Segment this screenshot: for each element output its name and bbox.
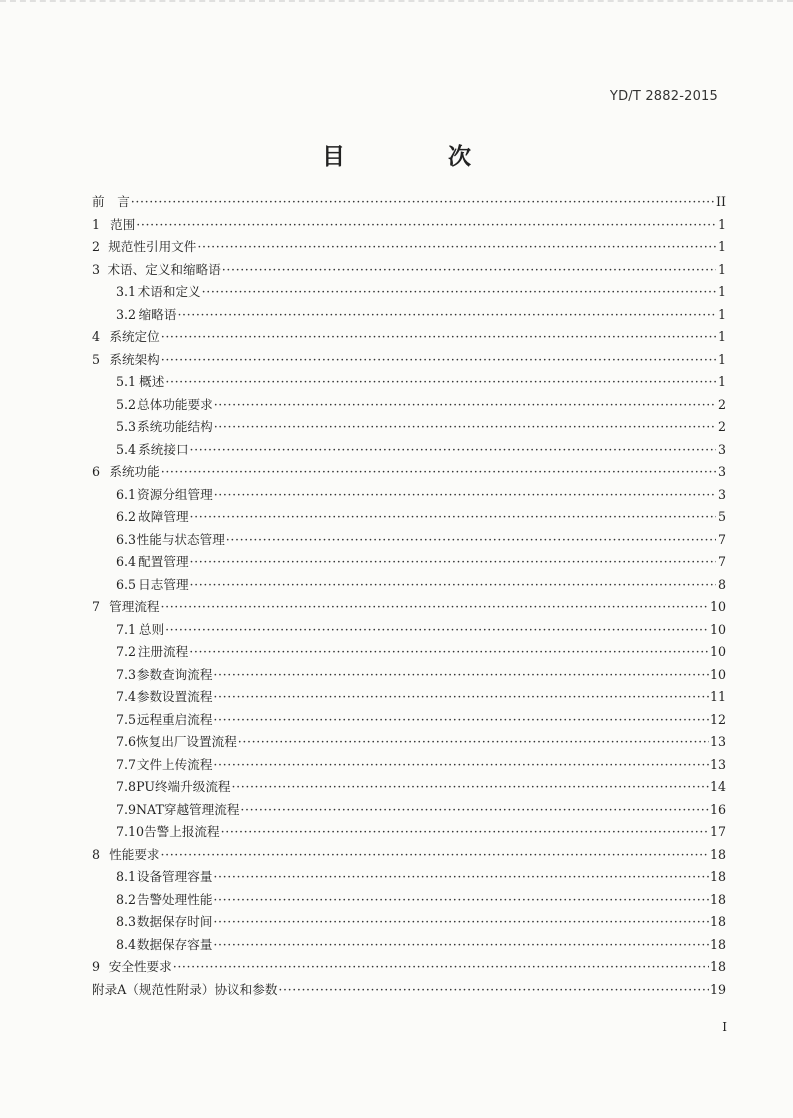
toc-entry-label: 系统定位	[109, 329, 160, 344]
toc-entry[interactable]	[92, 439, 726, 462]
toc-entry-page: 12	[709, 711, 726, 727]
toc-entry-number: 3	[92, 261, 101, 277]
dot-leader	[222, 259, 716, 282]
document-code: YD/T 2882-2015	[609, 89, 718, 104]
toc-entry-number: 5.3	[116, 419, 137, 434]
dot-leader	[161, 349, 716, 372]
toc-entry-number: 8.2	[116, 891, 137, 907]
toc-entry-label: 资源分组管理	[137, 486, 213, 502]
toc-entry-page: 18	[709, 959, 726, 974]
toc-entry-label: 范围	[110, 216, 136, 232]
dot-leader	[214, 394, 716, 417]
toc-entry[interactable]	[92, 844, 726, 867]
toc-entry[interactable]	[92, 326, 726, 349]
dot-leader	[190, 439, 716, 462]
toc-entry-number: 7.5	[116, 711, 137, 727]
toc-entry[interactable]	[92, 461, 726, 484]
toc-entry[interactable]	[92, 956, 726, 979]
toc-entry[interactable]	[92, 754, 726, 777]
toc-entry-page: 13	[709, 734, 726, 749]
toc-entry[interactable]	[92, 484, 726, 507]
toc-entry[interactable]	[92, 866, 726, 889]
toc-entry-page: 18	[709, 936, 726, 952]
toc-entry-number: 6.3	[116, 531, 137, 547]
toc-entry-label: 告警上报流程	[144, 824, 220, 839]
toc-entry-page: 1	[717, 351, 726, 367]
toc-entry[interactable]	[92, 596, 726, 619]
dot-leader	[161, 596, 709, 619]
toc-entry-label: 术语、定义和缩略语	[107, 261, 221, 277]
toc-entry-label: 总则	[138, 621, 165, 637]
toc-entry-number: 7.7	[116, 756, 137, 772]
toc-entry-page: 19	[709, 981, 726, 997]
toc-entry-number: 6	[92, 464, 101, 479]
toc-entry-label: 术语和定义	[137, 284, 201, 299]
toc-entry-page: 17	[709, 824, 726, 839]
toc-entry-label: 参数查询流程	[136, 666, 213, 682]
toc-entry-page: 3	[717, 486, 726, 502]
toc-entry-number: 7.6	[116, 734, 137, 749]
toc-entry[interactable]	[92, 911, 726, 934]
toc-entry-page: 7	[717, 554, 726, 569]
toc-entry-label: 故障管理	[138, 509, 189, 524]
dot-leader	[177, 304, 716, 327]
toc-entry-number: 6.1	[116, 486, 137, 502]
toc-entry-number: 5.1	[116, 374, 137, 389]
toc-entry[interactable]	[92, 709, 726, 732]
toc-entry[interactable]	[92, 799, 726, 822]
dot-leader	[213, 686, 709, 709]
toc-entry[interactable]	[92, 821, 726, 844]
toc-entry-page: 1	[717, 261, 726, 277]
dot-leader	[190, 551, 716, 574]
toc-entry-label: 附录A（规范性附录）协议和参数	[92, 981, 278, 997]
toc-entry-page: 2	[717, 419, 726, 434]
toc-entry-label: 系统接口	[138, 441, 189, 457]
dot-leader	[213, 911, 709, 934]
toc-entry-page: 2	[717, 396, 726, 412]
toc-entry-label: 规范性引用文件	[108, 239, 197, 254]
dot-leader	[197, 236, 716, 259]
toc-entry[interactable]	[92, 619, 726, 642]
toc-entry-page: 11	[709, 689, 726, 704]
toc-title: 目 次	[322, 143, 511, 170]
toc-entry-number: 7.9	[116, 801, 137, 817]
toc-entry-page: 10	[709, 599, 726, 614]
toc-entry-number: 9	[92, 959, 101, 974]
toc-entry-number: 3.2	[116, 306, 137, 322]
toc-entry-page: 16	[709, 801, 726, 817]
toc-entry-number: 5.4	[116, 441, 137, 457]
toc-entry-label: 注册流程	[137, 644, 189, 659]
toc-entry-page: 7	[717, 531, 726, 547]
toc-entry-number: 3.1	[116, 284, 137, 299]
toc-entry[interactable]	[92, 641, 726, 664]
toc-entry-label: 总体功能要求	[137, 396, 213, 412]
dot-leader	[278, 979, 709, 1002]
toc-entry[interactable]	[92, 371, 726, 394]
toc-entry-page: 1	[717, 284, 726, 299]
toc-entry-label: 管理流程	[109, 599, 160, 614]
toc-entry-number: 7.2	[116, 644, 137, 659]
toc-entry[interactable]	[92, 259, 726, 282]
toc-entry-number: 8	[92, 846, 101, 862]
toc-entry-page: 1	[717, 329, 726, 344]
toc-entry[interactable]	[92, 934, 726, 957]
toc-entry[interactable]	[92, 349, 726, 372]
toc-entry-label: 系统架构	[109, 351, 160, 367]
dot-leader	[240, 799, 709, 822]
toc-entry-page: 1	[717, 239, 726, 254]
toc-entry-page: 13	[709, 756, 726, 772]
toc-entry-page: 14	[709, 779, 726, 794]
toc-entry-label: 系统功能	[109, 464, 160, 479]
toc-entry[interactable]	[92, 551, 726, 574]
toc-entry-number: 8.4	[116, 936, 137, 952]
toc-entry-label: 数据保存容量	[136, 936, 213, 952]
toc-entry[interactable]	[92, 281, 726, 304]
page-number: I	[722, 1020, 727, 1034]
toc-entry-page: 3	[717, 464, 726, 479]
toc-entry[interactable]	[92, 529, 726, 552]
dot-leader	[161, 844, 709, 867]
toc-entry-page: II	[716, 194, 726, 209]
toc-entry-number: 8.3	[116, 914, 137, 929]
toc-entry-page: 3	[717, 441, 726, 457]
toc-entry-number: 6.2	[116, 509, 137, 524]
toc-entry-label: 安全性要求	[108, 959, 172, 974]
toc-entry[interactable]	[92, 394, 726, 417]
toc-entry-number: 5	[92, 351, 101, 367]
dot-leader	[165, 371, 716, 394]
toc-entry[interactable]	[92, 214, 726, 237]
toc-entry[interactable]	[92, 731, 726, 754]
toc-entry-number: 6.5	[116, 576, 137, 592]
toc-entry-label: 性能要求	[109, 846, 160, 862]
toc-entry-label: 文件上传流程	[136, 756, 213, 772]
dot-leader	[161, 326, 716, 349]
toc-entry[interactable]	[92, 686, 726, 709]
toc-entry[interactable]	[92, 664, 726, 687]
dot-leader	[213, 709, 709, 732]
toc-entry[interactable]	[92, 304, 726, 327]
dot-leader	[213, 889, 709, 912]
toc-entry-number: 6.4	[116, 554, 137, 569]
toc-entry-number: 7.4	[116, 689, 137, 704]
toc-entry-number: 7.1	[116, 621, 137, 637]
toc-entry[interactable]	[92, 574, 726, 597]
dot-leader	[213, 664, 709, 687]
toc-entry-label: NAT穿越管理流程	[136, 801, 240, 817]
dot-leader	[173, 956, 709, 979]
toc-entry-label: 前 言	[92, 194, 130, 209]
toc-entry-label: 数据保存时间	[136, 914, 213, 929]
toc-entry-page: 18	[709, 869, 726, 884]
toc-entry[interactable]	[92, 506, 726, 529]
dot-leader	[214, 416, 716, 439]
toc-entry-number: 7.10	[116, 824, 145, 839]
dot-leader	[213, 754, 709, 777]
toc-entry-page: 10	[709, 644, 726, 659]
dot-leader	[221, 821, 709, 844]
toc-entry-label: 恢复出厂设置流程	[136, 734, 237, 749]
toc-entry-label: 参数设置流程	[136, 689, 213, 704]
toc-entry[interactable]	[92, 236, 726, 259]
table-of-contents	[92, 191, 726, 1001]
toc-entry-number: 8.1	[116, 869, 137, 884]
dot-leader	[189, 641, 709, 664]
toc-entry-page: 18	[709, 891, 726, 907]
toc-entry-number: 2	[92, 239, 101, 254]
dot-leader	[213, 866, 709, 889]
toc-entry-page: 1	[717, 216, 726, 232]
toc-entry[interactable]	[92, 979, 726, 1002]
toc-entry-page: 5	[717, 509, 726, 524]
toc-entry-page: 18	[709, 846, 726, 862]
dot-leader	[232, 776, 709, 799]
toc-entry-label: 性能与状态管理	[136, 531, 225, 547]
toc-entry-number: 5.2	[116, 396, 137, 412]
dot-leader	[213, 934, 709, 957]
toc-entry-label: 缩略语	[138, 306, 177, 322]
dot-leader	[226, 529, 716, 552]
toc-entry-label: PU终端升级流程	[136, 779, 231, 794]
toc-entry[interactable]	[92, 191, 726, 214]
toc-entry-label: 配置管理	[138, 554, 189, 569]
dot-leader	[190, 506, 716, 529]
scan-edge	[0, 0, 793, 14]
dot-leader	[161, 461, 716, 484]
dot-leader	[131, 191, 715, 214]
toc-entry-number: 7.8	[116, 779, 137, 794]
toc-entry-label: 告警处理性能	[136, 891, 213, 907]
dot-leader	[202, 281, 716, 304]
toc-entry-page: 1	[717, 306, 726, 322]
toc-entry-label: 日志管理	[138, 576, 189, 592]
toc-entry-page: 8	[717, 576, 726, 592]
toc-entry-label: 系统功能结构	[137, 419, 213, 434]
dot-leader	[238, 731, 709, 754]
toc-entry-number: 7	[92, 599, 101, 614]
toc-entry-label: 概述	[139, 374, 165, 389]
toc-entry-page: 18	[709, 914, 726, 929]
toc-entry[interactable]	[92, 776, 726, 799]
toc-entry[interactable]	[92, 889, 726, 912]
dot-leader	[190, 574, 716, 597]
toc-entry-number: 1	[92, 216, 101, 232]
dot-leader	[214, 484, 716, 507]
toc-entry-page: 10	[709, 666, 726, 682]
dot-leader	[136, 214, 716, 237]
toc-entry-number: 4	[92, 329, 101, 344]
toc-entry[interactable]	[92, 416, 726, 439]
toc-entry-label: 远程重启流程	[136, 711, 213, 727]
toc-entry-page: 10	[709, 621, 726, 637]
dot-leader	[165, 619, 709, 642]
toc-entry-number: 7.3	[116, 666, 137, 682]
toc-entry-label: 设备管理容量	[136, 869, 213, 884]
toc-entry-page: 1	[717, 374, 726, 389]
